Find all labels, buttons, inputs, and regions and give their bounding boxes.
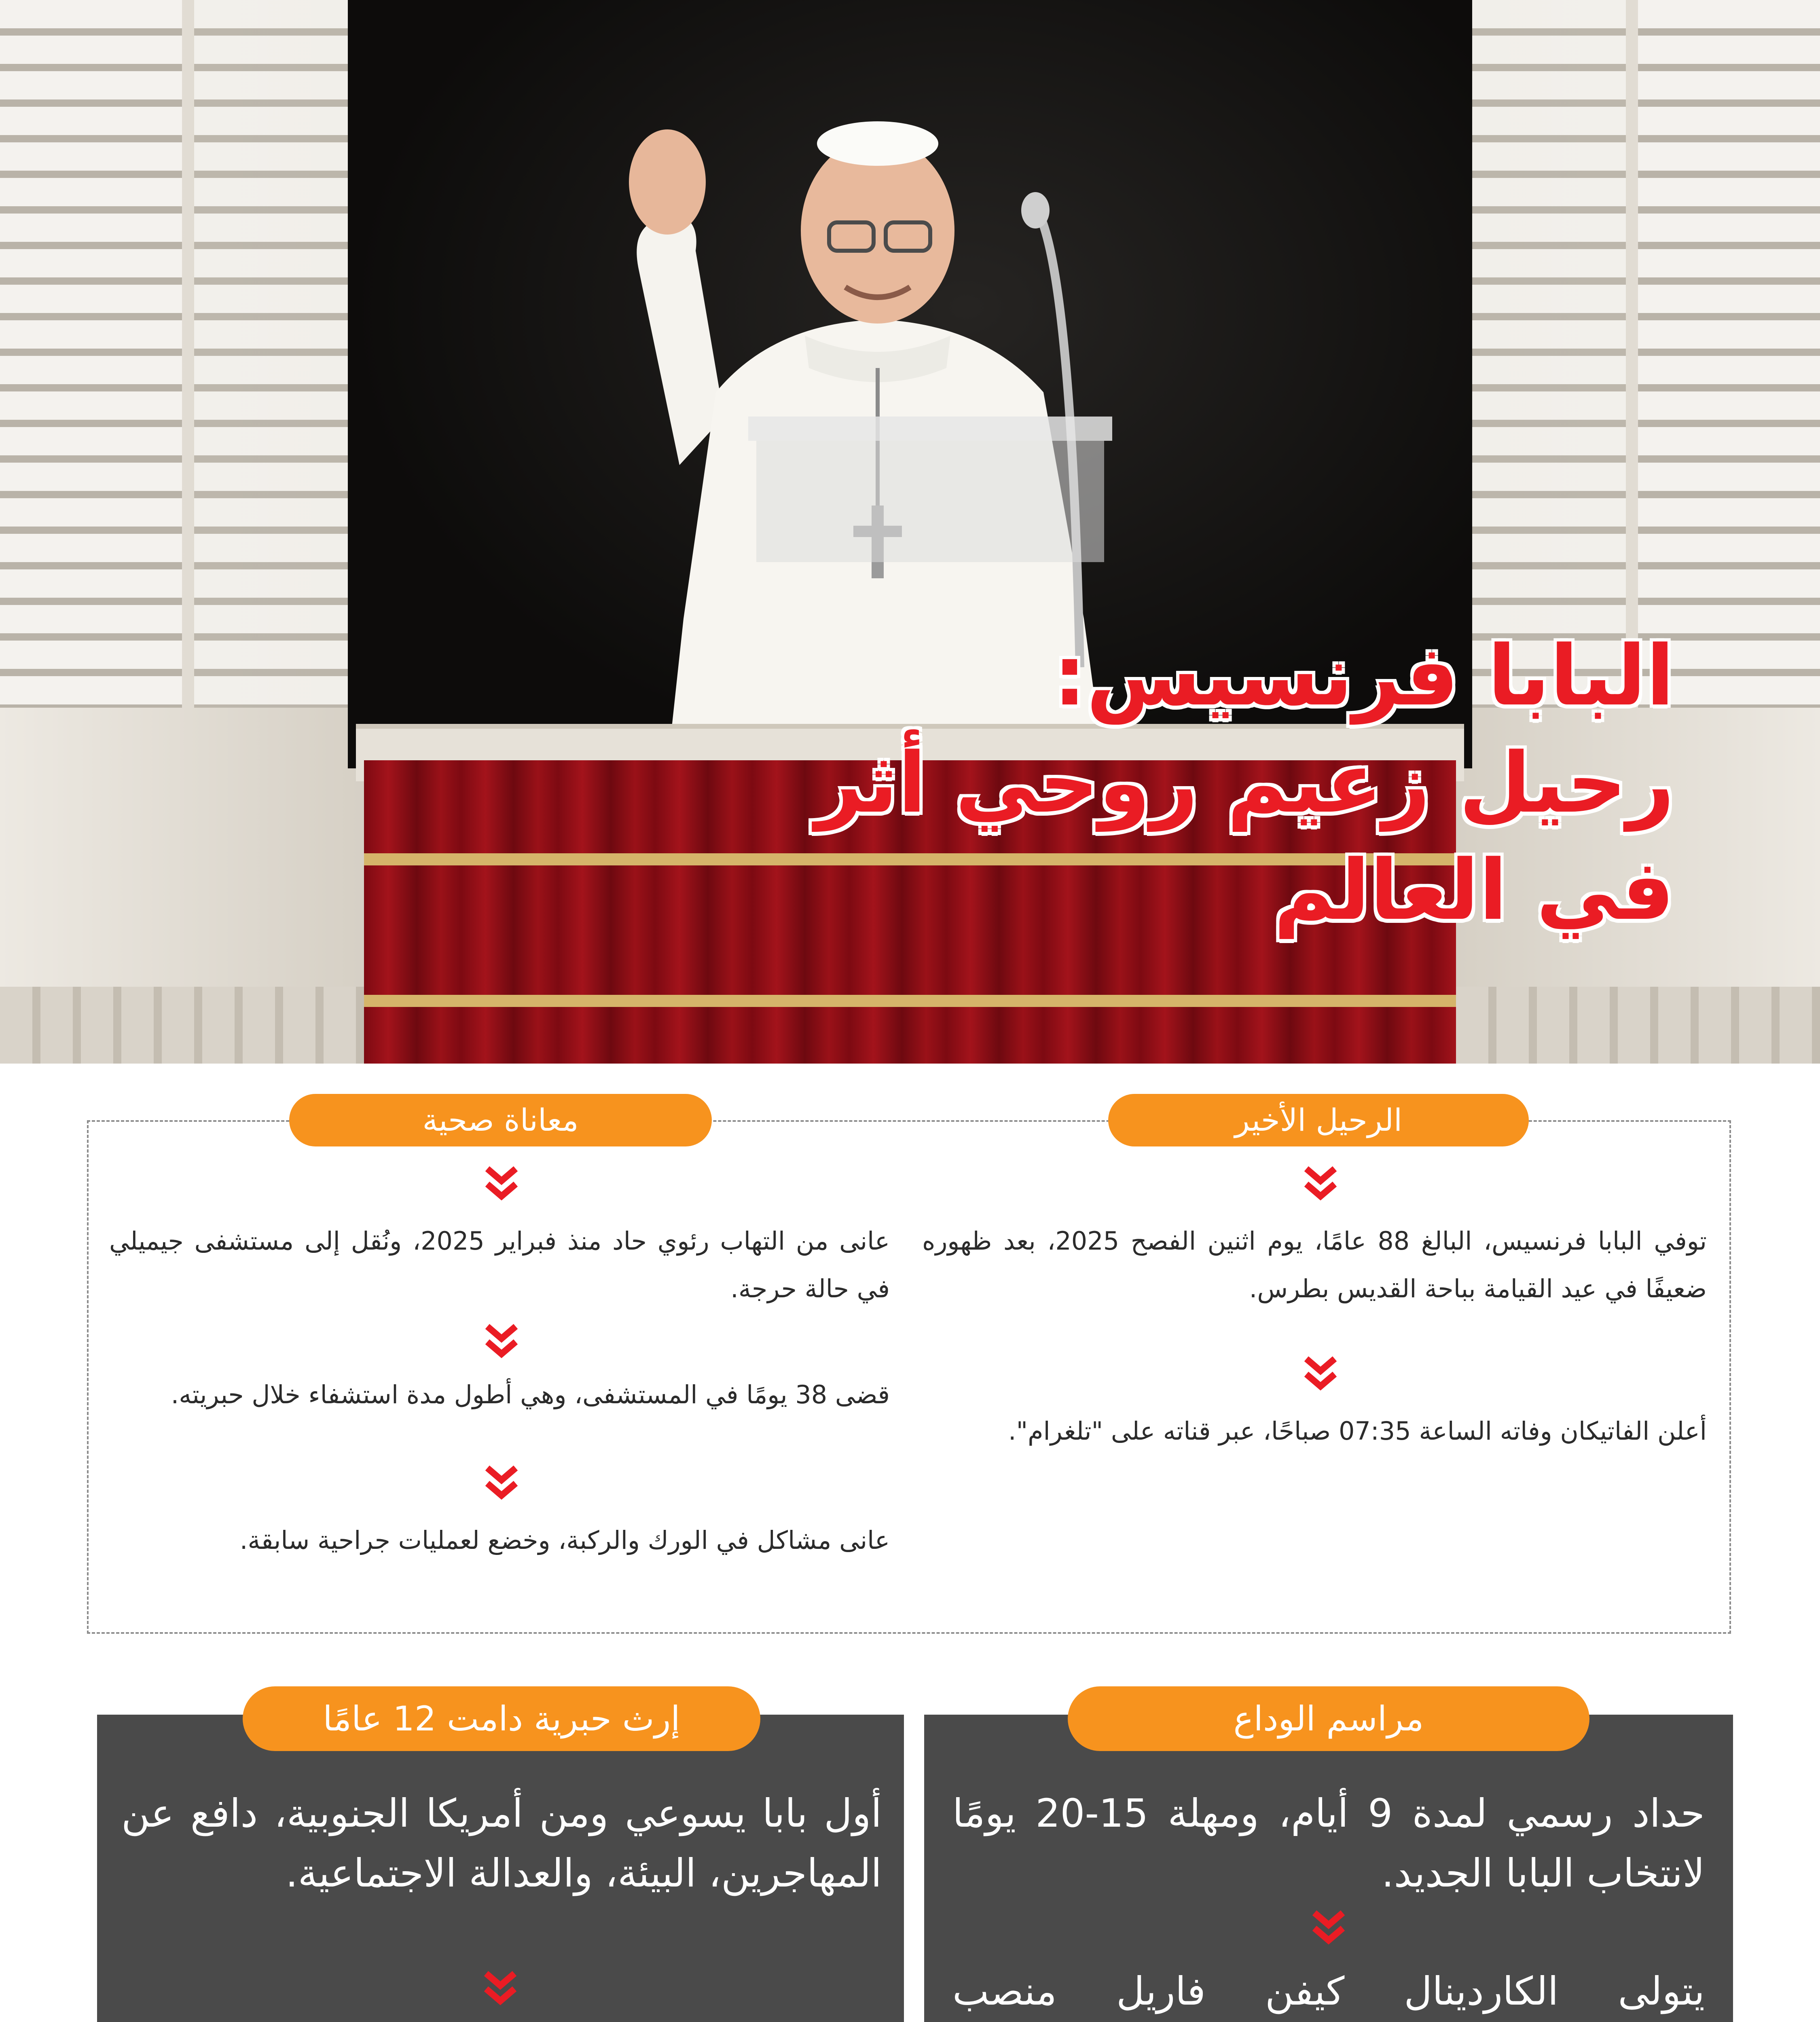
window-shutter-inner-left bbox=[194, 0, 348, 708]
balustrade-left bbox=[0, 987, 364, 1064]
section-header-last-departure: الرحيل الأخير bbox=[1108, 1094, 1529, 1146]
section-header-legacy: إرث حبرية دامت 12 عامًا bbox=[243, 1686, 760, 1751]
chevron-down-icon bbox=[1302, 1355, 1339, 1391]
farewell-panel bbox=[924, 1715, 1733, 2022]
section-header-health-suffering: معاناة صحية bbox=[289, 1094, 712, 1146]
legacy-item-1: أول بابا يسوعي ومن أمريكا الجنوبية، دافع عن المهاجرين، البيئة، والعدالة الاجتماعية. bbox=[121, 1791, 882, 1896]
chevron-down-icon bbox=[483, 1165, 520, 1201]
last-departure-item-1: توفي البابا فرنسيس، البالغ 88 عامًا، يوم اثنين الفصح 2025، بعد ظهوره ضعيفًا في عيد القيامة بباحة القديس بطرس. bbox=[922, 1226, 1707, 1303]
farewell-item-2: يتولى الكاردينال كيفن فاريل منصب bbox=[952, 1969, 1705, 2014]
chevron-down-icon bbox=[483, 1464, 520, 1500]
balustrade-right bbox=[1456, 987, 1820, 1064]
chevron-down-icon bbox=[1310, 1909, 1347, 1945]
health-item-3: عانى مشاكل في الورك والركبة، وخضع لعمليات جراحية سابقة. bbox=[239, 1525, 890, 1555]
legacy-panel bbox=[97, 1715, 904, 2022]
drape-trim-bottom bbox=[364, 995, 1456, 1007]
farewell-item-1: حداد رسمي لمدة 9 أيام، ومهلة 15-20 يومًا لانتخاب البابا الجديد. bbox=[952, 1791, 1705, 1896]
title-line-2: رحيل زعيم روحي أثر bbox=[815, 735, 1674, 831]
page-title bbox=[623, 623, 1674, 944]
window-shutter-left bbox=[0, 0, 182, 708]
health-item-2: قضى 38 يومًا في المستشفى، وهي أطول مدة استشفاء خلال حبريته. bbox=[171, 1380, 890, 1409]
window-shutter-inner-right bbox=[1472, 0, 1626, 708]
chevron-down-icon bbox=[482, 1969, 518, 2006]
title-line-3: في العالم bbox=[1274, 842, 1674, 939]
title-line-1: البابا فرنسيس: bbox=[1053, 628, 1674, 724]
chevron-down-icon bbox=[1302, 1165, 1339, 1201]
last-departure-item-2: أعلن الفاتيكان وفاته الساعة 07:35 صباحًا، عبر قناته على "تلغرام". bbox=[1008, 1416, 1707, 1446]
health-item-1: عانى من التهاب رئوي حاد منذ فبراير 2025، ونُقل إلى مستشفى جيميلي في حالة حرجة. bbox=[109, 1226, 890, 1303]
window-shutter-right bbox=[1638, 0, 1820, 708]
section-header-farewell: مراسم الوداع bbox=[1068, 1686, 1589, 1751]
chevron-down-icon bbox=[483, 1322, 520, 1359]
